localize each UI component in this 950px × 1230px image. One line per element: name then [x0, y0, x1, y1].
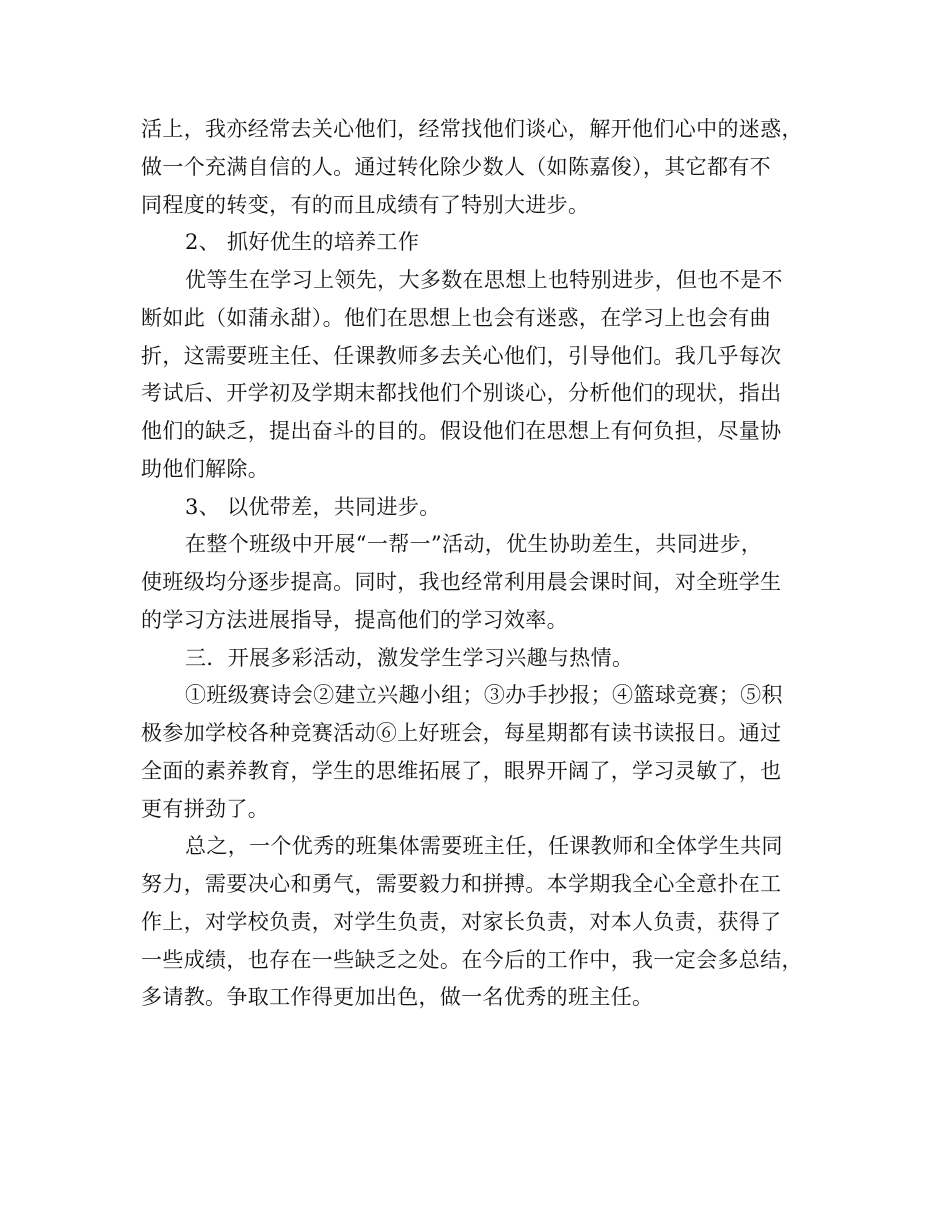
section-heading: 3、 以优带差，共同进步。 [185, 495, 441, 519]
text-line: ①班级赛诗会②建立兴趣小组；③办手抄报；④篮球竞赛；⑤积 [185, 683, 783, 707]
text-line: 多请教。争取工作得更加出色，做一名优秀的班主任。 [141, 985, 654, 1009]
text-line: 全面的素养教育，学生的思维拓展了，眼界开阔了，学习灵敏了，也 [141, 759, 782, 783]
section-heading: 三．开展多彩活动，激发学生学习兴趣与热情。 [185, 646, 634, 670]
text-line: 优等生在学习上领先，大多数在思想上也特别进步，但也不是不 [185, 268, 783, 292]
section-heading: 2、 抓好优生的培养工作 [185, 230, 420, 254]
text-line: 极参加学校各种竞赛活动⑥上好班会，每星期都有读书读报日。通过 [141, 721, 782, 745]
text-line: 的学习方法进展指导，提高他们的学习效率。 [141, 608, 568, 632]
text-line: 更有拼劲了。 [141, 797, 270, 821]
text-line: 折，这需要班主任、任课教师多去关心他们，引导他们。我几乎每次 [141, 344, 782, 368]
text-line: 同程度的转变，有的而且成绩有了特别大进步。 [141, 193, 590, 217]
text-line: 断如此（如蒲永甜）。他们在思想上也会有迷惑，在学习上也会有曲 [141, 306, 771, 330]
text-line: 助他们解除。 [141, 457, 270, 481]
text-line: 努力，需要决心和勇气，需要毅力和拼搏。本学期我全心全意扑在工 [141, 872, 782, 896]
text-line: 他们的缺乏，提出奋斗的目的。假设他们在思想上有何负担，尽量协 [141, 419, 782, 443]
text-line: 总之，一个优秀的班集体需要班主任，任课教师和全体学生共同 [185, 834, 783, 858]
text-line: 活上，我亦经常去关心他们，经常找他们谈心，解开他们心中的迷惑， [141, 117, 803, 141]
text-line: 一些成绩，也存在一些缺乏之处。在今后的工作中，我一定会多总结， [141, 948, 803, 972]
text-line: 考试后、开学初及学期末都找他们个别谈心，分析他们的现状，指出 [141, 381, 782, 405]
text-line: 使班级均分逐步提高。同时，我也经常利用晨会课时间，对全班学生 [141, 570, 782, 594]
text-line: 作上，对学校负责，对学生负责，对家长负责，对本人负责，获得了 [141, 910, 782, 934]
text-line: 在整个班级中开展“一帮一”活动，优生协助差生，共同进步， [185, 532, 763, 556]
text-line: 做一个充满自信的人。通过转化除少数人（如陈嘉俊），其它都有不 [141, 155, 771, 179]
